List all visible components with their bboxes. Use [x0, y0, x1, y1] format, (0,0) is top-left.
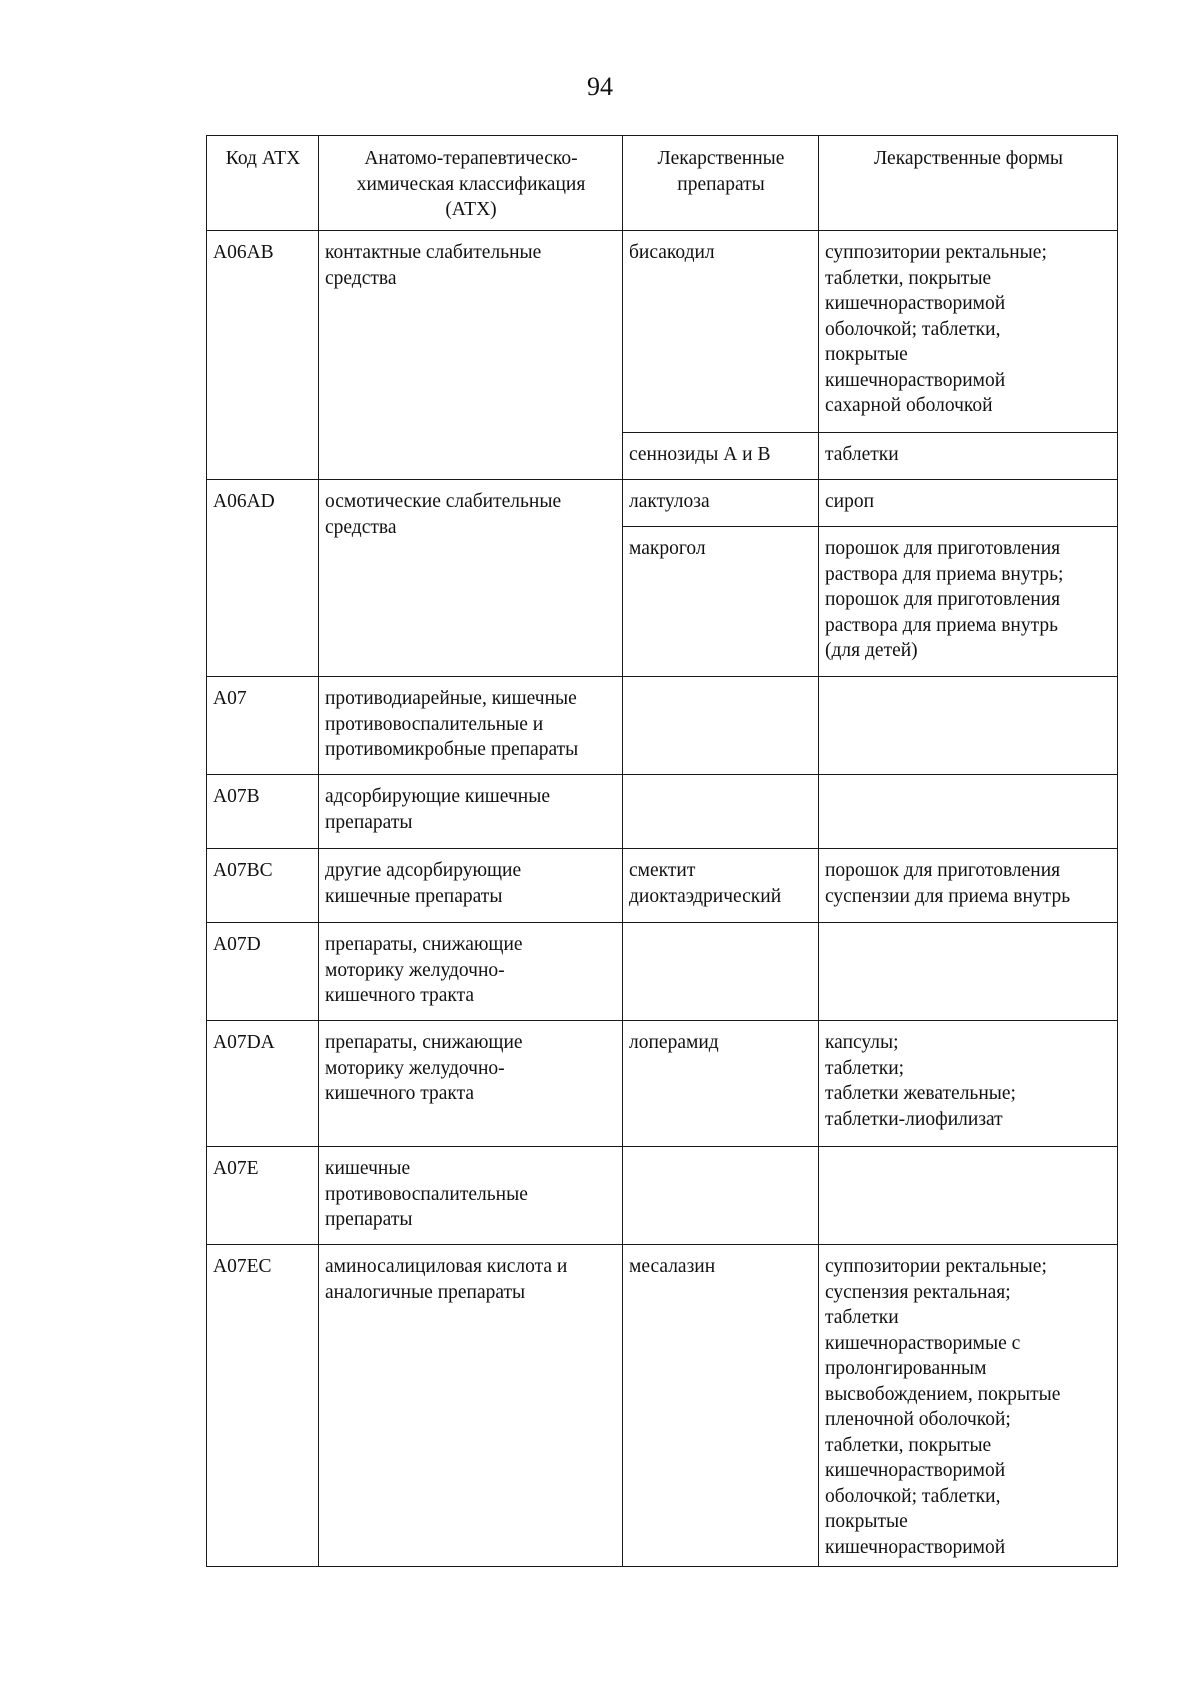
- drug-cell: смектит диоктаэдрический: [623, 849, 819, 923]
- header-atc-classification: Анатомо-терапевтическо- химическая классификация (АТХ): [319, 136, 623, 231]
- dosage-forms-cell: [819, 923, 1118, 1021]
- atc-class-cell: аминосалициловая кислота и аналогичные препараты: [319, 1245, 623, 1567]
- header-dosage-forms: Лекарственные формы: [819, 136, 1118, 231]
- dosage-forms-cell: суппозитории ректальные; таблетки, покрытые кишечнорастворимой оболочкой; таблетки, покрытые кишечнорастворимой сахарной оболочкой: [819, 231, 1118, 433]
- drug-cell: [623, 775, 819, 849]
- atc-code-cell: A07EC: [207, 1245, 319, 1567]
- atc-class-cell: противодиарейные, кишечные противовоспалительные и противомикробные препараты: [319, 677, 623, 775]
- dosage-forms-cell: [819, 1147, 1118, 1245]
- atc-code-cell: A06AD: [207, 480, 319, 677]
- drug-cell: лактулоза: [623, 480, 819, 527]
- atc-class-cell: препараты, снижающие моторику желудочно- кишечного тракта: [319, 923, 623, 1021]
- table-row: [207, 1147, 1118, 1245]
- drug-cell: бисакодил: [623, 231, 819, 433]
- table-row: [207, 480, 1118, 527]
- dosage-forms-cell: суппозитории ректальные; суспензия ректальная; таблетки кишечнорастворимые с пролонгированным высвобождением, покрытые пленочной оболочкой; таблетки, покрытые кишечнорастворимой оболочкой; таблетки, покрытые кишечнорастворимой: [819, 1245, 1118, 1567]
- dosage-forms-cell: порошок для приготовления суспензии для приема внутрь: [819, 849, 1118, 923]
- table-row: [207, 923, 1118, 1021]
- atc-code-cell: A07B: [207, 775, 319, 849]
- table-row: [207, 231, 1118, 433]
- dosage-forms-cell: [819, 677, 1118, 775]
- atc-class-cell: препараты, снижающие моторику желудочно- кишечного тракта: [319, 1021, 623, 1147]
- header-atc-code: Код АТХ: [207, 136, 319, 231]
- dosage-forms-cell: порошок для приготовления раствора для приема внутрь; порошок для приготовления раствора для приема внутрь (для детей): [819, 527, 1118, 677]
- atc-code-cell: A07D: [207, 923, 319, 1021]
- dosage-forms-cell: [819, 775, 1118, 849]
- atc-code-cell: A07E: [207, 1147, 319, 1245]
- table-row: [207, 849, 1118, 923]
- atc-class-cell: кишечные противовоспалительные препараты: [319, 1147, 623, 1245]
- page-number: 94: [587, 72, 613, 101]
- table-row: [207, 775, 1118, 849]
- atc-class-cell: адсорбирующие кишечные препараты: [319, 775, 623, 849]
- table-row: [207, 677, 1118, 775]
- drug-cell: [623, 677, 819, 775]
- header-drugs: Лекарственные препараты: [623, 136, 819, 231]
- dosage-forms-cell: таблетки: [819, 433, 1118, 480]
- drug-cell: месалазин: [623, 1245, 819, 1567]
- atc-code-cell: A07: [207, 677, 319, 775]
- atc-class-cell: контактные слабительные средства: [319, 231, 623, 480]
- drug-cell: [623, 923, 819, 1021]
- drug-cell: лоперамид: [623, 1021, 819, 1147]
- table-row: [207, 1245, 1118, 1567]
- table-header-row: [207, 136, 1118, 231]
- drug-cell: макрогол: [623, 527, 819, 677]
- dosage-forms-cell: капсулы; таблетки; таблетки жевательные; таблетки-лиофилизат: [819, 1021, 1118, 1147]
- atc-code-cell: A07DA: [207, 1021, 319, 1147]
- atc-code-cell: A06AB: [207, 231, 319, 480]
- atc-class-cell: осмотические слабительные средства: [319, 480, 623, 677]
- dosage-forms-cell: сироп: [819, 480, 1118, 527]
- atc-code-cell: A07BC: [207, 849, 319, 923]
- drug-cell: сеннозиды А и В: [623, 433, 819, 480]
- atc-table: [206, 135, 1118, 1567]
- drug-cell: [623, 1147, 819, 1245]
- atc-class-cell: другие адсорбирующие кишечные препараты: [319, 849, 623, 923]
- table-row: [207, 1021, 1118, 1147]
